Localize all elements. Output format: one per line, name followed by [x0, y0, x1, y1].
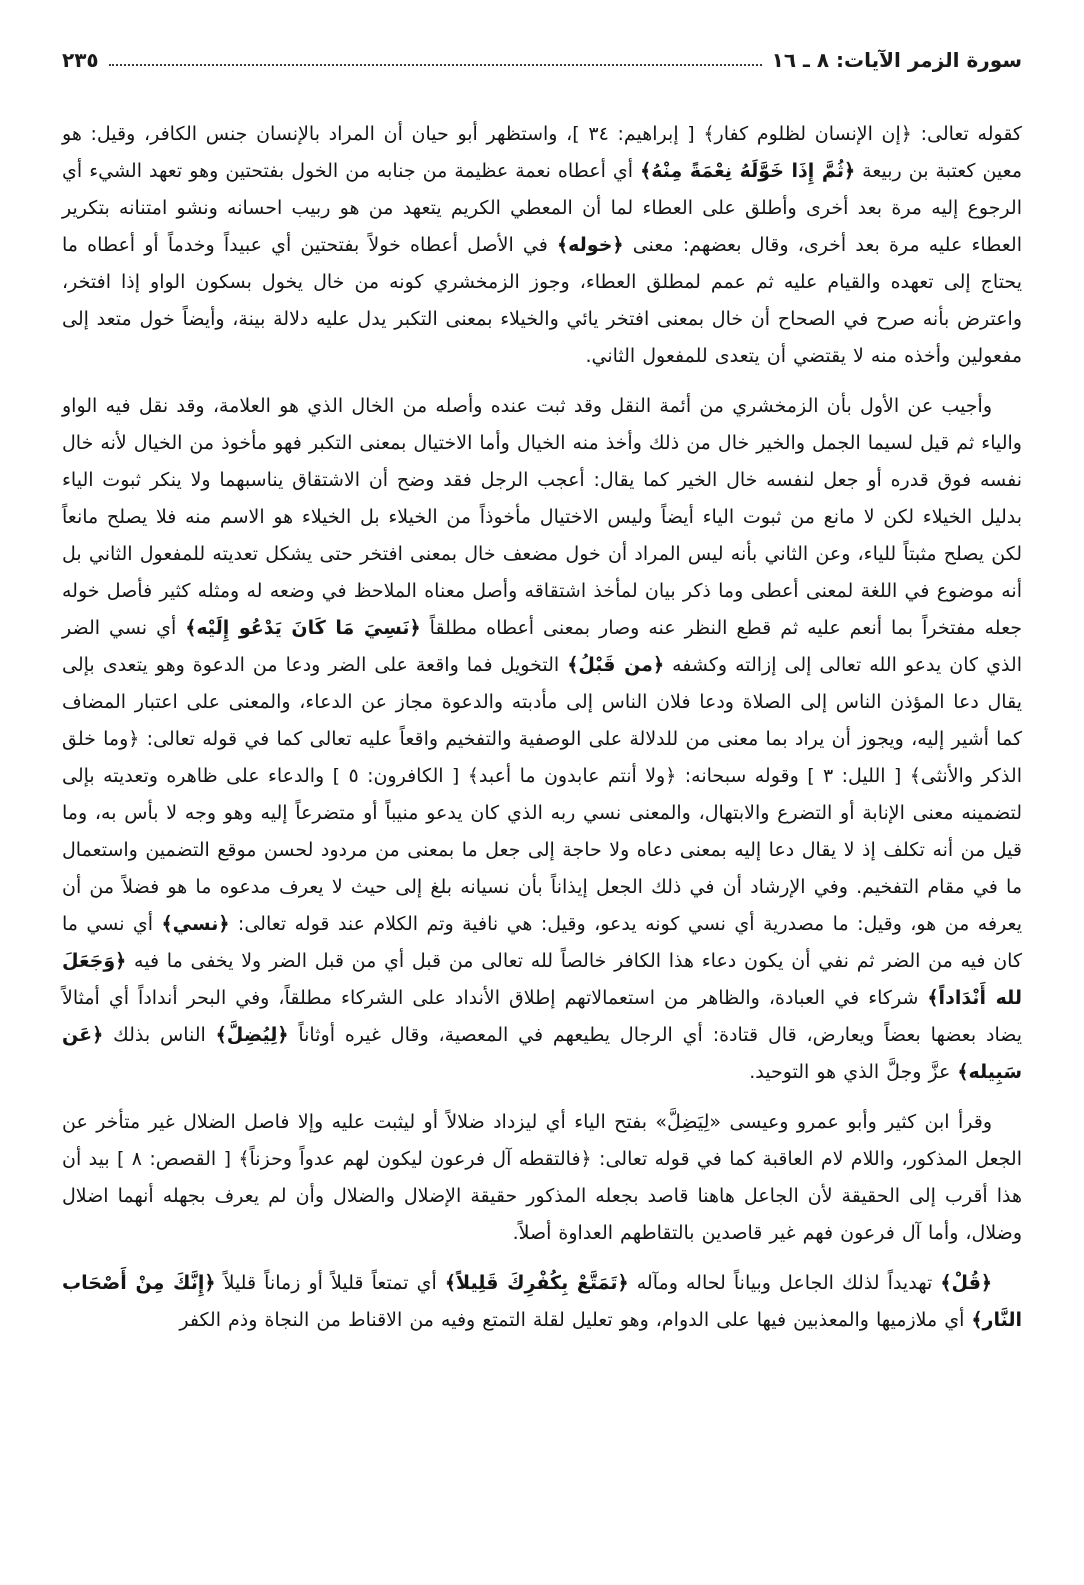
- chapter-title: سورة الزمر الآيات: ٨ ـ ١٦: [771, 48, 1022, 72]
- dotted-leader: [109, 64, 762, 66]
- page-number: ٢٣٥: [62, 48, 99, 72]
- paragraph: وأجيب عن الأول بأن الزمخشري من أئمة النقل وقد ثبت عنده وأصله من الخال الذي هو العلامة، وقد نقل فيه الواو والياء ثم قيل لسيما الجمل والخير خال من ذلك وأخذ منه الخيال وأما الاختيال بمعنى التكبر فهو مأخوذ من الخيال لأنه خال نفسه فوق قدره أو جعل لنفسه خال الخير كما يقال: أعجب الرجل فقد وضح أن الاشتقاق يناسبهما ولا ينكر ثبوت الياء بدليل الخيلاء لكن لا مانع من ثبوت الياء أيضاً وليس الاختيال مأخوذاً من الخيلاء بل الخيلاء هو الاسم منه فلا يصلح مانعاً لكن يصلح مثبتاً للياء، وعن الثاني بأنه ليس المراد أن خول مضعف خال بمعنى افتخر حتى يشكل تعديته للمفعول الثاني بل أنه موضوع في اللغة لمعنى أعطى وما ذكر بيان لمأخذ اشتقاقه وأصل معناه الملاحظ في وضعه له ومثله كثير فأصل خوله جعله مفتخراً بما أنعم عليه ثم قطع النظر عنه وصار بمعنى أعطاه مطلقاً ﴿نَسِيَ مَا كَانَ يَدْعُو إِلَيْه﴾ أي نسي الضر الذي كان يدعو الله تعالى إلى إزالته وكشفه ﴿من قَبْلُ﴾ التخويل فما واقعة على الضر ودعا من الدعوة وهو يتعدى بإلى يقال دعا المؤذن الناس إلى الصلاة ودعا فلان الناس إلى مأدبته والدعوة مجاز عن الدعاء، والمعنى على اعتبار المضاف كما أشير إليه، ويجوز أن يراد بما معنى من للدلالة على الوصفية والتفخيم واقعاً عليه تعالى كما في قوله تعالى: ﴿وما خلق الذكر والأنثى﴾ [ الليل: ٣ ] وقوله سبحانه: ﴿ولا أنتم عابدون ما أعبد﴾ [ الكافرون: ٥ ] والدعاء على ظاهره وتعديته بإلى لتضمينه معنى الإنابة أو التضرع والابتهال، والمعنى نسي ربه الذي كان يدعو منيباً أو متضرعاً إليه وهو وجه لا بأس به، وما قيل من أنه تكلف إذ لا يقال دعا إليه بمعنى دعاه ولا حاجة إلى جعل ما بمعنى من مردود لحسن موقع التضمين واستعمال ما في مقام التفخيم. وفي الإرشاد أن في ذلك الجعل إيذاناً بأن نسيانه بلغ إلى حيث لا يعرف مدعوه ما هو فضلاً من أن يعرفه من هو، وقيل: ما مصدرية أي نسي كونه يدعو، وقيل: هي نافية وتم الكلام عند قوله تعالى: ﴿نسي﴾ أي نسي ما كان فيه من الضر ثم نفي أن يكون دعاء هذا الكافر خالصاً لله تعالى من قبل أي من قبل الضر ولا يخفى ما فيه ﴿وَجَعَلَ لله أَنْدَاداً﴾ شركاء في العبادة، والظاهر من استعمالاتهم إطلاق الأنداد على الشركاء مطلقاً، وفي البحر أنداداً أي أمثالاً يضاد بعضها بعضاً ويعارض، قال قتادة: أي الرجال يطيعهم في المعصية، وقال غيره أوثاناً ﴿لِيُضِلَّ﴾ الناس بذلك ﴿عَن سَبِيله﴾ عزَّ وجلَّ الذي هو التوحيد.: [62, 395, 1023, 1083]
- paragraph: ﴿قُلْ﴾ تهديداً لذلك الجاعل وبياناً لحاله ومآله ﴿تَمَتَّعْ بِكُفْرِكَ قَلِيلاً﴾ أي تمتعاً قليلاً أو زماناً قليلاً ﴿إِنَّكَ مِنْ أَصْحَاب النَّار﴾ أي ملازميها والمعذبين فيها على الدوام، وهو تعليل لقلة التمتع وفيه من الاقناط من النجاة وذم الكفر: [62, 1272, 1022, 1331]
- paragraph: كقوله تعالى: ﴿إن الإنسان لظلوم كفار﴾ [ إبراهيم: ٣٤ ]، واستظهر أبو حيان أن المراد بالإنسان جنس الكافر، وقيل: هو معين كعتبة بن ربيعة ﴿ثُمَّ إِذَا خَوَّلَهُ نِعْمَةً مِنْهُ﴾ أي أعطاه نعمة عظيمة من جنابه من الخول بفتحتين وهو تعهد الشيء أي الرجوع إليه مرة بعد أخرى وأطلق على العطاء لما أن المعطي الكريم يتعهد من هو ربيب احسانه ونشو امتنانه بتكرير العطاء عليه مرة بعد أخرى، وقال بعضهم: معنى ﴿خوله﴾ في الأصل أعطاه خولاً بفتحتين أي عبيداً وخدماً أو أعطاه ما يحتاج إلى تعهده والقيام عليه ثم عمم لمطلق العطاء، وجوز الزمخشري كونه من خال يخول بسكون الواو إذا افتخر، واعترض بأنه صرح في الصحاح أن خال بمعنى افتخر يائي والخيلاء بمعنى التكبر يدل عليه دلالة بينة، وأيضاً خول متعد إلى مفعولين وأخذه منه لا يقتضي أن يتعدى للمفعول الثاني.: [62, 123, 1023, 367]
- paragraph: وقرأ ابن كثير وأبو عمرو وعيسى «لِيَضِلَّ» بفتح الياء أي ليزداد ضلالاً أو ليثبت عليه وإلا فاصل الضلال غير متأخر عن الجعل المذكور، واللام لام العاقبة كما في قوله تعالى: ﴿فالتقطه آل فرعون ليكون لهم عدواً وحزناً﴾ [ القصص: ٨ ] بيد أن هذا أقرب إلى الحقيقة لأن الجاعل هاهنا قاصد بجعله المذكور حقيقة الإضلال والضلال وأن لم يعرف بجهله أنهما اضلال وضلال، وأما آل فرعون فهم غير قاصدين بالتقاطهم العداوة أصلاً.: [62, 1111, 1022, 1244]
- page-header: [62, 48, 1022, 72]
- tafsir-body: [62, 116, 1022, 1339]
